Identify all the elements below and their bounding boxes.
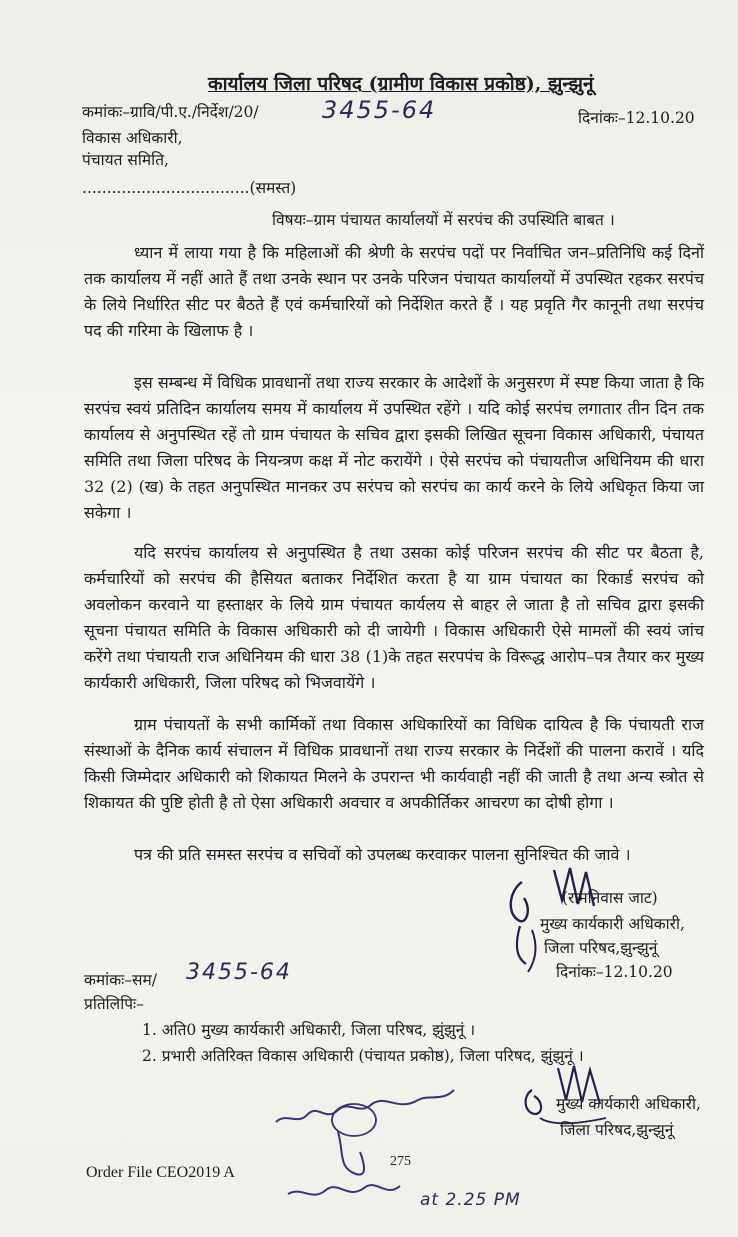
signatory1-office: जिला परिषद,झुन्झुनूं <box>544 939 658 957</box>
signatory2-designation: मुख्य कार्यकारी अधिकारी, <box>556 1095 701 1113</box>
signatory2-office: जिला परिषद,झुन्झुनूं <box>560 1121 674 1139</box>
copy-label: प्रतिलिपिः– <box>84 995 144 1013</box>
paragraph-1: ध्यान में लाया गया है कि महिलाओं की श्रेणी के सरपंच पदों पर निर्वाचित जन–प्रतिनिधि कई दिनों तक कार्यालय में नहीं आते हैं तथा उनके स्थान पर उनके परिजन पंचायत कार्यालयों में उपस्थित रहकर सरपंच के लिये निर्धारित सीट पर बैठते हैं एवं कर्मचारियों को निर्देशित करते हैं । यह प्रवृति गैर कानूनी तथा सरपंच पद की गरिमा के खिलाफ है । <box>84 243 704 340</box>
reference2-number-handwritten: 3455-64 <box>186 960 292 985</box>
paragraph-4: ग्राम पंचायतों के सभी कार्मिकों तथा विकास अधिकारियों का विधिक दायित्व है कि पंचायती राज संस्थाओं के दैनिक कार्य संचालन में विधिक प्रावधानों तथा राज्य सरकार के निर्देशों की पालना करावें । यदि किसी जिम्मेदार अधिकारी को शिकायत मिलने के उपरान्त भी कार्यवाही नहीं की जाती है तथा अन्य स्त्रोत से शिकायत की पुष्टि होती है तो ऐसा अधिकारी अवचार व अपकीर्तिकर आचरण का दोषी होगा । <box>84 715 704 812</box>
addressee-line1: विकास अधिकारी, <box>82 129 183 147</box>
subject-line: विषयः–ग्राम पंचायत कार्यालयों में सरपंच की उपस्थिति बाबत । <box>272 211 615 229</box>
copy-item-1: 1. अति0 मुख्य कार्यकारी अधिकारी, जिला परिषद, झुंझुनूं । <box>142 1021 476 1039</box>
reference-number-handwritten: 3455-64 <box>322 96 437 124</box>
office-title: कार्यालय जिला परिषद (ग्रामीण विकास प्रकोष्ठ), झुन्झुनूं <box>208 73 594 95</box>
addressee-line2: पंचायत समिति, <box>82 151 169 169</box>
signatory1-date: दिनांकः–12.10.20 <box>556 963 673 981</box>
signatory1-designation: मुख्य कार्यकारी अधिकारी, <box>540 915 685 933</box>
order-file-label: Order File CEO2019 A <box>86 1164 235 1181</box>
signatory1-name: (रामनिवास जाट) <box>562 889 658 907</box>
paragraph-3: यदि सरपंच कार्यालय से अनुपस्थित है तथा उसका कोई परिजन सरपंच की सीट पर बैठता है, कर्मचारियों को सरपंच की हैसियत बताकर निर्देशित करता है या ग्राम पंचायत का रिकार्ड सरपंच को अवलोकन करवाने या हस्ताक्षर के लिये ग्राम पंचायत कार्यलय से बाहर ले जाता है तो सचिव द्वारा इसकी सूचना पंचायत समिति के विकास अधिकारी को दी जायेगी । विकास अधिकारी ऐसे मामलों की स्वयं जांच करेंगे तथा पंचायती राज अधिनियम की धारा 38 (1)के तहत सरपपंच के विरूद्ध आरोप–पत्र तैयार कर मुख्य कार्यकारी अधिकारी, जिला परिषद को भिजवायेंगे । <box>84 543 704 692</box>
handwritten-time-note: at 2.25 PM <box>420 1190 521 1210</box>
addressee-line3: ..................................(समस्त) <box>82 179 297 197</box>
paragraph-2: इस सम्बन्ध में विधिक प्रावधानों तथा राज्य सरकार के आदेशों के अनुसरण में स्पष्ट किया जाता है कि सरपंच स्वयं प्रतिदिन कार्यालय समय में कार्यालय में उपस्थित रहेंगे । यदि कोई सरपंच लगातार तीन दिन तक कार्यालय से अनुपस्थित रहें तो ग्राम पंचायत के सचिव द्वारा इसकी लिखित सूचना विकास अधिकारी, पंचायत समिति तथा जिला परिषद के नियन्त्रण कक्ष में नोट करायेंगे । ऐसे सरपंच को पंचायतीज अधिनियम की धारा 32 (2) (ख) के तहत अनुपस्थित मानकर उप सरंपच को सरपंच का कार्य करने के लिये अधिकृत किया जा सकेगा । <box>84 373 704 522</box>
copy-item-2: 2. प्रभारी अतिरिक्त विकास अधिकारी (पंचायत प्रकोष्ठ), जिला परिषद, झुंझुनूं । <box>142 1047 584 1065</box>
reference2-number-printed: कमांकः–सम/ <box>84 971 157 989</box>
inward-number: 275 <box>390 1154 411 1169</box>
reference-number-printed: कमांकः–ग्रावि/पी.ए./निर्देश/20/ <box>82 103 259 121</box>
paragraph-5: पत्र की प्रति समस्त सरपंच व सचिवों को उपलब्ध करवाकर पालना सुनिश्चित की जावे । <box>134 845 631 864</box>
letter-date: दिनांकः–12.10.20 <box>578 109 695 127</box>
